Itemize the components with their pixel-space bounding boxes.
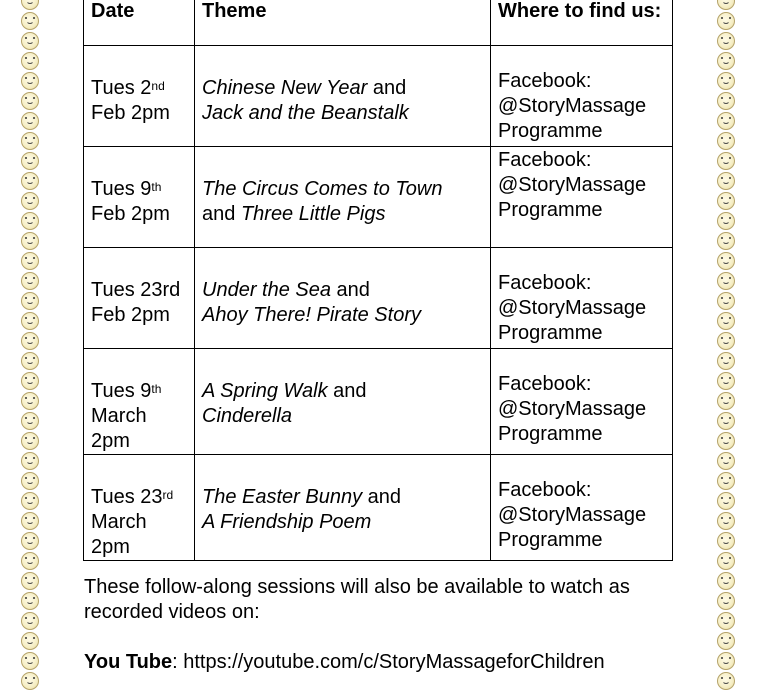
- theme-join: and: [327, 380, 367, 402]
- table-row: [84, 46, 673, 147]
- date-rest: Feb 2pm: [91, 304, 170, 326]
- theme-cell: [195, 147, 491, 248]
- theme-title-b: Three Little Pigs: [240, 203, 386, 225]
- where-line: Facebook:: [498, 373, 592, 395]
- where-cell: [491, 455, 673, 561]
- smiley-face-icon: [717, 572, 735, 590]
- where-line: Programme: [498, 529, 603, 551]
- date-suffix: th: [151, 180, 162, 194]
- smiley-face-icon: [21, 332, 39, 350]
- smiley-face-icon: [21, 272, 39, 290]
- where-cell: [491, 248, 673, 349]
- where-handle: @StoryMassage: [498, 398, 647, 420]
- smiley-face-icon: [21, 112, 39, 130]
- smiley-face-icon: [717, 312, 735, 330]
- smiley-face-icon: [21, 592, 39, 610]
- smiley-face-icon: [21, 432, 39, 450]
- date-rest: Feb 2pm: [91, 102, 170, 124]
- smiley-face-icon: [717, 272, 735, 290]
- smiley-face-icon: [21, 252, 39, 270]
- smiley-face-icon: [21, 372, 39, 390]
- where-line: Programme: [498, 423, 603, 445]
- smiley-face-icon: [717, 92, 735, 110]
- where-handle: @StoryMassage: [498, 174, 647, 196]
- table-row: [84, 455, 673, 561]
- recorded-videos-note: These follow-along sessions will also be available to watch as recorded videos on:: [84, 576, 630, 623]
- smiley-face-icon: [717, 0, 735, 10]
- where-line: Facebook:: [498, 479, 592, 501]
- where-line: Programme: [498, 322, 603, 344]
- smiley-face-icon: [21, 92, 39, 110]
- smiley-face-icon: [717, 592, 735, 610]
- smiley-face-icon: [21, 172, 39, 190]
- where-cell: [491, 147, 673, 248]
- theme-title-a: The Circus Comes to Town: [202, 178, 443, 200]
- date-cell: [84, 46, 195, 147]
- right-smiley-border: [715, 0, 737, 692]
- date-rest: March: [91, 405, 147, 427]
- smiley-face-icon: [21, 492, 39, 510]
- left-smiley-border: [19, 0, 41, 692]
- youtube-label: You Tube: [84, 651, 173, 673]
- smiley-face-icon: [717, 432, 735, 450]
- theme-join: and: [362, 486, 402, 508]
- table-row: [84, 147, 673, 248]
- smiley-face-icon: [21, 72, 39, 90]
- smiley-face-icon: [21, 212, 39, 230]
- date-cell: [84, 349, 195, 455]
- smiley-face-icon: [21, 32, 39, 50]
- header-date: Date: [84, 0, 195, 46]
- where-line: Programme: [498, 120, 603, 142]
- smiley-face-icon: [21, 412, 39, 430]
- theme-title-a: Under the Sea: [202, 279, 331, 301]
- smiley-face-icon: [21, 132, 39, 150]
- smiley-face-icon: [21, 512, 39, 530]
- smiley-face-icon: [717, 172, 735, 190]
- where-handle: @StoryMassage: [498, 297, 647, 319]
- smiley-face-icon: [717, 152, 735, 170]
- smiley-face-icon: [21, 572, 39, 590]
- smiley-face-icon: [717, 72, 735, 90]
- smiley-face-icon: [717, 52, 735, 70]
- date-rest: Feb 2pm: [91, 203, 170, 225]
- smiley-face-icon: [21, 192, 39, 210]
- where-line: Facebook:: [498, 70, 592, 92]
- smiley-face-icon: [21, 312, 39, 330]
- youtube-line: [84, 650, 704, 675]
- smiley-face-icon: [21, 292, 39, 310]
- theme-cell: [195, 46, 491, 147]
- where-line: Programme: [498, 199, 603, 221]
- smiley-face-icon: [21, 12, 39, 30]
- smiley-face-icon: [21, 472, 39, 490]
- where-line: Facebook:: [498, 272, 592, 294]
- where-cell: [491, 349, 673, 455]
- smiley-face-icon: [717, 12, 735, 30]
- smiley-face-icon: [717, 212, 735, 230]
- theme-title-b: Ahoy There! Pirate Story: [202, 304, 421, 326]
- smiley-face-icon: [21, 152, 39, 170]
- smiley-face-icon: [717, 332, 735, 350]
- smiley-face-icon: [717, 372, 735, 390]
- date-day: Tues 23: [91, 486, 163, 508]
- theme-cell: [195, 248, 491, 349]
- table-row: [84, 349, 673, 455]
- date-day: Tues 23rd: [91, 279, 181, 301]
- smiley-face-icon: [21, 52, 39, 70]
- smiley-face-icon: [21, 552, 39, 570]
- smiley-face-icon: [21, 392, 39, 410]
- table-header-row: [84, 0, 673, 46]
- date-suffix: nd: [151, 79, 165, 93]
- where-handle: @StoryMassage: [498, 95, 647, 117]
- where-line: Facebook:: [498, 149, 592, 171]
- smiley-face-icon: [717, 292, 735, 310]
- theme-title-a: The Easter Bunny: [202, 486, 363, 508]
- date-rest: March: [91, 511, 147, 533]
- table-row: [84, 248, 673, 349]
- smiley-face-icon: [717, 112, 735, 130]
- where-handle: @StoryMassage: [498, 504, 647, 526]
- date-time: 2pm: [91, 536, 130, 558]
- smiley-face-icon: [717, 32, 735, 50]
- smiley-face-icon: [21, 232, 39, 250]
- smiley-face-icon: [717, 232, 735, 250]
- smiley-face-icon: [717, 252, 735, 270]
- smiley-face-icon: [717, 532, 735, 550]
- theme-join: and: [330, 279, 370, 301]
- smiley-face-icon: [717, 612, 735, 630]
- smiley-face-icon: [21, 612, 39, 630]
- theme-title-b: Jack and the Beanstalk: [202, 102, 409, 124]
- smiley-face-icon: [717, 512, 735, 530]
- date-suffix: rd: [162, 488, 174, 502]
- smiley-face-icon: [717, 472, 735, 490]
- theme-cell: [195, 349, 491, 455]
- smiley-face-icon: [717, 552, 735, 570]
- date-time: 2pm: [91, 430, 130, 452]
- date-day: Tues 2: [91, 77, 152, 99]
- smiley-face-icon: [717, 392, 735, 410]
- smiley-face-icon: [21, 0, 39, 10]
- smiley-face-icon: [21, 652, 39, 670]
- date-cell: [84, 248, 195, 349]
- date-cell: [84, 455, 195, 561]
- youtube-url[interactable]: : https://youtube.com/c/StoryMassageforChildren: [172, 651, 605, 673]
- smiley-face-icon: [21, 352, 39, 370]
- date-suffix: th: [151, 382, 162, 396]
- smiley-face-icon: [717, 632, 735, 650]
- sessions-table: [83, 0, 673, 561]
- date-day: Tues 9: [91, 178, 152, 200]
- theme-title-b: A Friendship Poem: [202, 511, 372, 533]
- theme-join: and: [202, 203, 241, 225]
- smiley-face-icon: [21, 632, 39, 650]
- smiley-face-icon: [717, 652, 735, 670]
- smiley-face-icon: [21, 452, 39, 470]
- theme-title-b: Cinderella: [202, 405, 293, 427]
- smiley-face-icon: [717, 192, 735, 210]
- date-day: Tues 9: [91, 380, 152, 402]
- header-where: Where to find us:: [491, 0, 673, 46]
- smiley-face-icon: [717, 452, 735, 470]
- smiley-face-icon: [717, 492, 735, 510]
- smiley-face-icon: [717, 352, 735, 370]
- smiley-face-icon: [21, 532, 39, 550]
- theme-cell: [195, 455, 491, 561]
- smiley-face-icon: [717, 132, 735, 150]
- date-cell: [84, 147, 195, 248]
- theme-title-a: A Spring Walk: [202, 380, 328, 402]
- where-cell: [491, 46, 673, 147]
- theme-title-a: Chinese New Year: [202, 77, 368, 99]
- header-theme: Theme: [195, 0, 491, 46]
- theme-join: and: [367, 77, 407, 99]
- smiley-face-icon: [717, 412, 735, 430]
